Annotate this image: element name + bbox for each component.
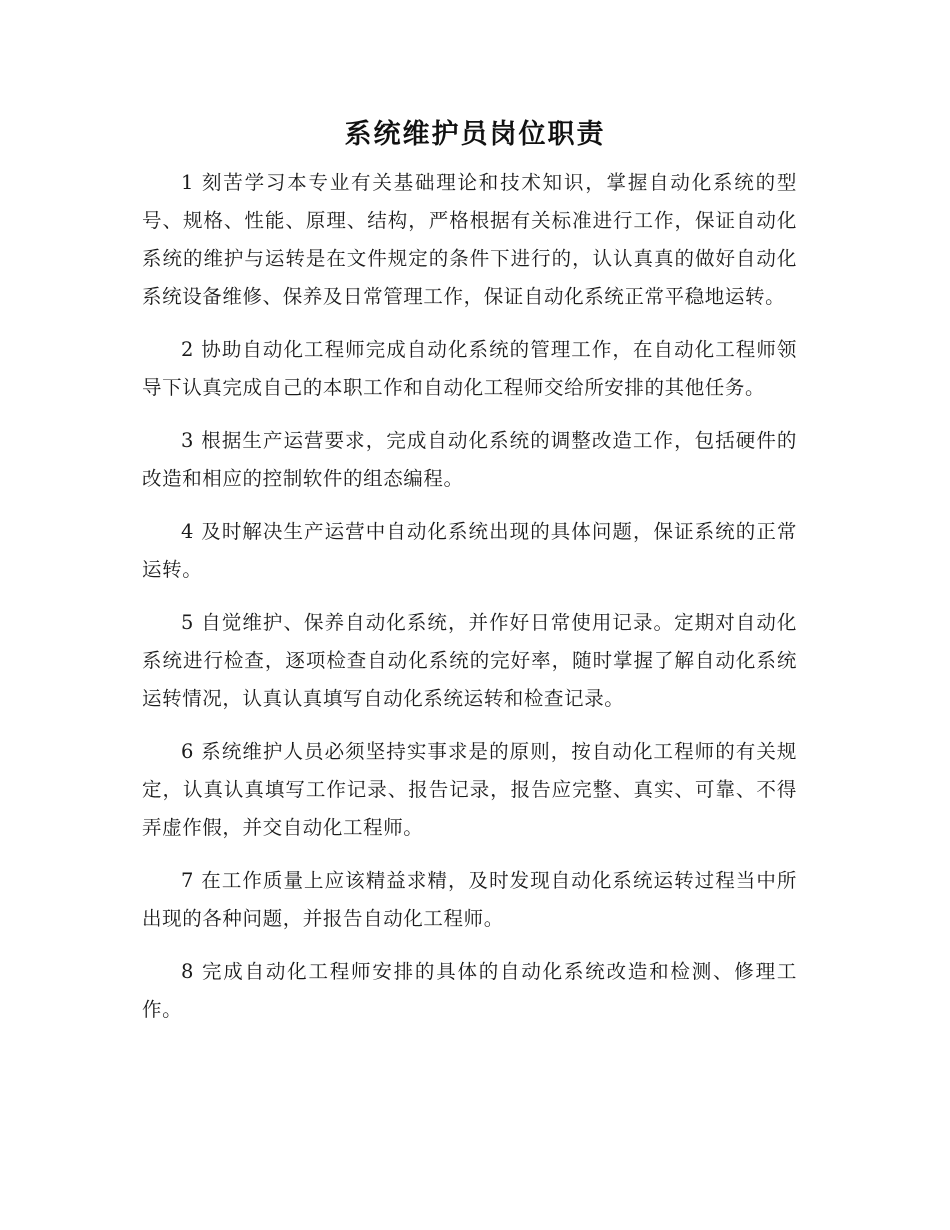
duty-paragraph-2: 2 协助自动化工程师完成自动化系统的管理工作，在自动化工程师领导下认真完成自己的本职工作和自动化工程师交给所安排的其他任务。 xyxy=(142,338,797,399)
duty-paragraph-6: 6 系统维护人员必须坚持实事求是的原则，按自动化工程师的有关规定，认真认真填写工作记录、报告记录，报告应完整、真实、可靠、不得弄虚作假，并交自动化工程师。 xyxy=(142,740,797,839)
document-body xyxy=(142,164,797,1044)
document-title: 系统维护员岗位职责 xyxy=(344,119,606,150)
duty-paragraph-5: 5 自觉维护、保养自动化系统，并作好日常使用记录。定期对自动化系统进行检查，逐项检查自动化系统的完好率，随时掌握了解自动化系统运转情况，认真认真填写自动化系统运转和检查记录。 xyxy=(142,611,797,710)
duty-paragraph-8: 8 完成自动化工程师安排的具体的自动化系统改造和检测、修理工作。 xyxy=(142,960,797,1021)
duty-paragraph-7: 7 在工作质量上应该精益求精，及时发现自动化系统运转过程当中所出现的各种问题，并报告自动化工程师。 xyxy=(142,869,797,930)
duty-paragraph-1: 1 刻苦学习本专业有关基础理论和技术知识，掌握自动化系统的型号、规格、性能、原理、结构，严格根据有关标准进行工作，保证自动化系统的维护与运转是在文件规定的条件下进行的，认认真真的做好自动化系统设备维修、保养及日常管理工作，保证自动化系统正常平稳地运转。 xyxy=(142,171,797,308)
duty-paragraph-3: 3 根据生产运营要求，完成自动化系统的调整改造工作，包括硬件的改造和相应的控制软件的组态编程。 xyxy=(142,429,797,490)
duty-paragraph-4: 4 及时解决生产运营中自动化系统出现的具体问题，保证系统的正常运转。 xyxy=(142,520,797,581)
